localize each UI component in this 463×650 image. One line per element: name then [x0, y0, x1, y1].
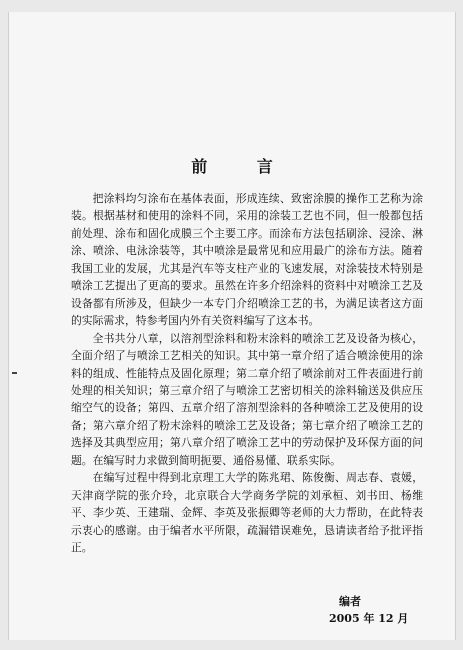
signature-block	[309, 594, 429, 628]
margin-mark	[12, 372, 17, 374]
document-page	[8, 12, 456, 640]
paragraph-1: 把涂料均匀涂布在基体表面，形成连续、致密涂膜的操作工艺称为涂装。根据基材和使用的涂料不同，采用的涂装工艺也不同，但一般都包括前处理、涂布和固化成膜三个主要工序。而涂布方法包括刷涂、浸涂、淋涂、喷涂、电泳涂装等，其中喷涂是最常见和应用最广的涂布方法。随着我国工业的发展，尤其是汽车等支柱产业的飞速发展，对涂装技术特别是喷涂工艺提出了更高的要求。虽然在许多介绍涂料的资料中对喷涂工艺及设备都有所涉及，但缺少一本专门介绍喷涂工艺的书，为满足读者这方面的实际需求，特参考国内外有关资料编写了这本书。	[71, 192, 423, 328]
paragraph-2: 全书共分八章，以溶剂型涂料和粉末涂料的喷涂工艺及设备为核心，全面介绍了与喷涂工艺相关的知识。其中第一章介绍了适合喷涂使用的涂料的组成、性能特点及固化原理；第二章介绍了喷涂前对工件表面进行前处理的相关知识；第三章介绍了与喷涂工艺密切相关的涂料输送及供应压缩空气的设备；第四、五章介绍了溶剂型涂料的各种喷涂工艺及使用的设备；第六章介绍了粉末涂料的喷涂工艺及设备；第七章介绍了喷涂工艺的选择及其典型应用；第八章介绍了喷涂工艺中的劳动保护及环保方面的问题。在编写时力求做到简明扼要、通俗易懂、联系实际。	[71, 331, 423, 467]
paragraph-3: 在编写过程中得到北京理工大学的陈兆珺、陈俊衡、周志春、袁媛，天津商学院的张介玲，北京联合大学商务学院的刘承桓、刘书田、杨维平、李少英、王建瑞、金辉、李英及张振卿等老师的大力帮助，在此特表示衷心的感谢。由于编者水平所限，疏漏错误难免，恳请读者给予批评指正。	[71, 471, 423, 555]
page-title: 前 言	[191, 157, 295, 176]
signature-date: 2005 年 12 月	[329, 612, 409, 625]
signature-author: 编者	[339, 595, 361, 608]
body-text	[71, 190, 423, 557]
